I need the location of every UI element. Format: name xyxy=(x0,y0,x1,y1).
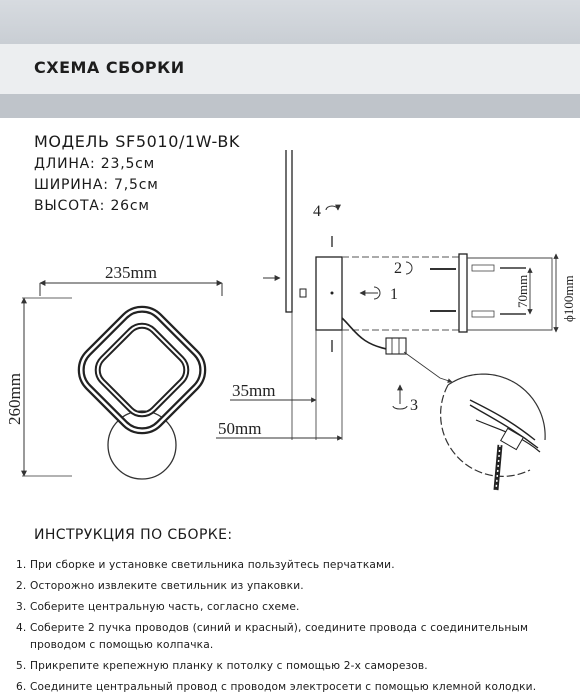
instruction-steps xyxy=(16,557,576,700)
power-wire xyxy=(342,318,392,350)
spec-length: ДЛИНА: 23,5см xyxy=(34,156,156,172)
dim-50-label: 50mm xyxy=(218,419,262,438)
instructions-title: ИНСТРУКЦИЯ ПО СБОРКЕ: xyxy=(34,527,233,543)
instruction-step: 3. Соберите центральную часть, согласно схеме. xyxy=(16,601,300,613)
instruction-step: 6. Соедините центральный провод с проводом электросети с помощью клемной колодки. xyxy=(16,681,537,693)
svg-text:3: 3 xyxy=(410,397,418,414)
svg-text:2: 2 xyxy=(394,260,402,277)
lamp-frame xyxy=(71,299,212,440)
instruction-step: 5. Прикрепите крепежную планку к потолку с помощью 2-х саморезов. xyxy=(16,660,428,672)
mounting-plate xyxy=(459,254,467,332)
svg-text:4: 4 xyxy=(313,203,321,220)
instruction-step: 4. Соберите 2 пучка проводов (синий и красный), соедините провода с соединительным проводом с помощью колпачка. xyxy=(16,622,529,651)
svg-text:70mm: 70mm xyxy=(515,274,530,308)
header-stripe xyxy=(0,94,580,118)
svg-text:1: 1 xyxy=(390,286,398,303)
top-band xyxy=(0,0,580,44)
dim-width-label: 235mm xyxy=(105,263,157,282)
model-name: МОДЕЛЬ SF5010/1W-BK xyxy=(34,132,240,151)
page-title: СХЕМА СБОРКИ xyxy=(34,58,185,77)
canopy-side xyxy=(316,257,342,330)
svg-text:ϕ100mm: ϕ100mm xyxy=(561,275,576,322)
spec-height: ВЫСОТА: 26см xyxy=(34,198,150,214)
assembly-diagram xyxy=(0,150,580,500)
wiring-detail xyxy=(441,374,546,490)
instruction-step: 1. При сборке и установке светильника пользуйтесь перчатками. xyxy=(16,559,395,571)
header-band xyxy=(0,44,580,118)
dim-height-label: 260mm xyxy=(5,373,24,425)
dim-35-label: 35mm xyxy=(232,381,276,400)
spec-width: ШИРИНА: 7,5см xyxy=(34,177,159,193)
lamp-bar-side xyxy=(286,150,292,312)
instruction-step: 2. Осторожно извлеките светильник из упаковки. xyxy=(16,580,304,592)
